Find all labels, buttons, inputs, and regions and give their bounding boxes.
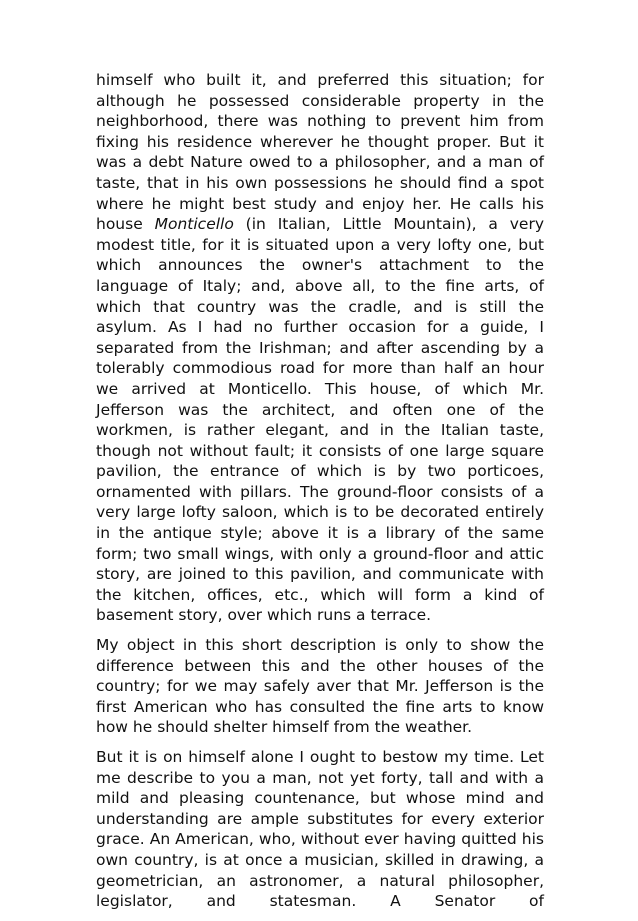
paragraph-short-description: My object in this short description is only to show the difference between this and the other houses of the country; for we may safely aver that Mr. Jefferson is the first American who has consulted the fine arts to know how he should shelter himself from the weather. — [96, 636, 544, 737]
paragraph-text-before-italic: himself who built it, and preferred this situation; for although he possessed considerable property in the neighborhood, there was nothing to prevent him from fixing his residence wherever he thought proper. But it was a debt Nature owed to a philosopher, and a man of taste, that in his own possessions he should find a spot where he might best study and enjoy her. He calls his house — [96, 71, 544, 234]
italic-house-name: Monticello — [154, 215, 234, 234]
paragraph-text-after-italic: (in Italian, Little Mountain), a very modest title, for it is situated upon a very lofty one, but which announces the owner's attachment to the language of Italy; and, above all, to the fine arts, of which that country was the cradle, and is still the asylum. As I had no further occasion for a guide, I separated from the Irishman; and after ascending by a tolerably commodious road for more than half an hour we arrived at Monticello. This house, of which Mr. Jefferson was the architect, and often one of the workmen, is rather elegant, and in the Italian taste, though not without fault; it consists of one large square pavilion, the entrance of which is by two porticoes, ornamented with pillars. The ground-floor consists of a very large lofty saloon, which is to be decorated entirely in the antique style; above it is a library of the same form; two small wings, with only a ground-floor and attic story, are joined to this pavilion, and communicate with the kitchen, offices, etc., which will form a kind of basement story, over which runs a terrace. — [96, 215, 545, 625]
document-page — [96, 70, 544, 921]
paragraph-jefferson-description: But it is on himself alone I ought to bestow my time. Let me describe to you a man, not yet forty, tall and with a mild and pleasing countenance, but whose mind and understanding are ample substitutes for every exterior grace. An American, who, without ever having quitted his own country, is at once a musician, skilled in drawing, a geometrician, an astronomer, a natural philosopher, legislator, and statesman. A Senator of — [96, 748, 544, 911]
paragraph-monticello-house — [96, 70, 544, 626]
